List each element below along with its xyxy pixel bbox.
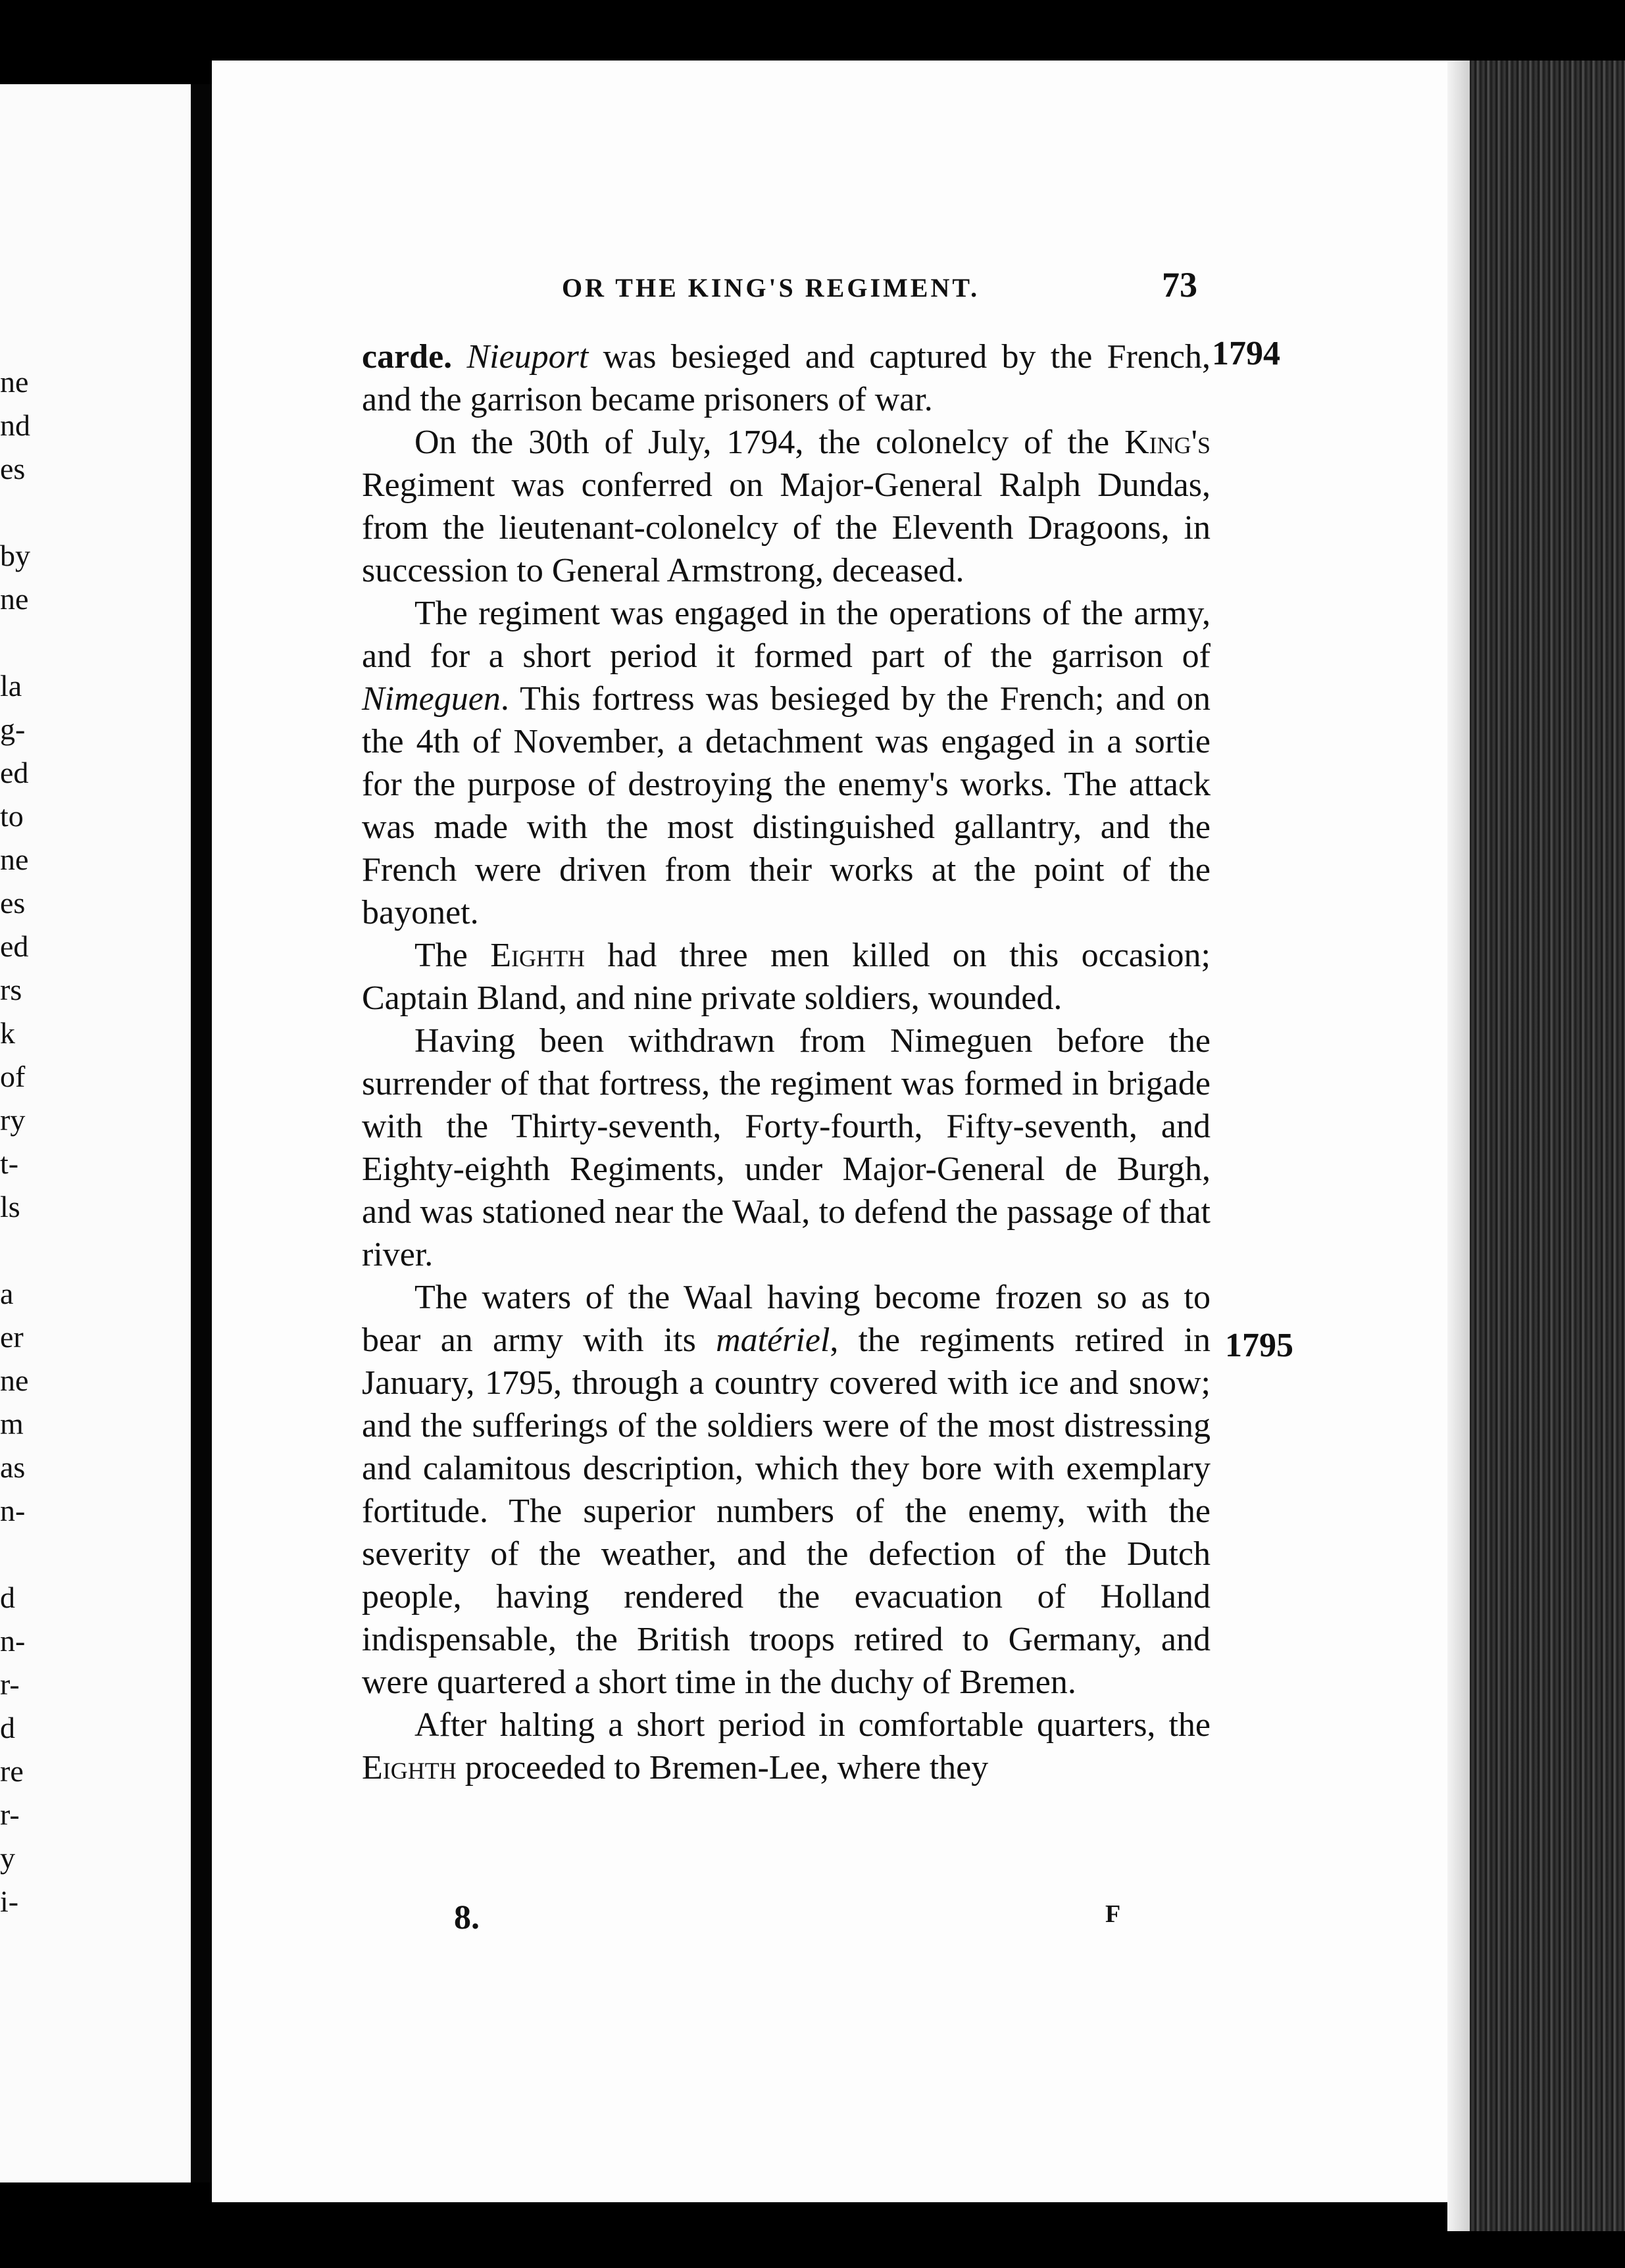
paragraph xyxy=(362,1704,1211,1789)
left-fragment: es xyxy=(0,886,26,920)
paragraph-text: Regiment was conferred on Major-General Ralph Dundas, from the lieutenant-colonelcy of the Eleventh Dragoons, in succession to General Armstrong, deceased. xyxy=(362,466,1211,589)
left-fragment: ed xyxy=(0,756,29,789)
left-fragment: es xyxy=(0,452,26,485)
left-fragment: n- xyxy=(0,1494,26,1527)
running-head xyxy=(362,265,1211,314)
paragraph-text: After halting a short period in comfortable quarters, the xyxy=(414,1706,1211,1744)
paragraph-text: matériel xyxy=(716,1321,830,1359)
paragraph-text: Eighth xyxy=(362,1749,457,1787)
left-fragment: ls xyxy=(0,1190,20,1223)
left-fragment: by xyxy=(0,539,30,572)
paragraph-text: had three men killed on this occasion; Captain Bland, and nine private soldiers, wounded. xyxy=(362,937,1211,1017)
left-fragment: m xyxy=(0,1407,24,1441)
paragraph-text: Nimeguen xyxy=(362,680,501,718)
left-fragment: er xyxy=(0,1320,24,1354)
left-fragment: ne xyxy=(0,365,29,399)
left-fragment: r- xyxy=(0,1798,20,1831)
margin-year-1794: 1794 xyxy=(1212,335,1280,372)
left-fragment: ne xyxy=(0,1364,29,1397)
paragraph-text: Eighth xyxy=(490,937,585,974)
paragraph-text: Nieuport xyxy=(466,338,589,376)
left-fragment: ne xyxy=(0,582,29,616)
page-edge-shadow xyxy=(1447,61,1470,2231)
left-fragment: ed xyxy=(0,929,29,963)
left-fragment: of xyxy=(0,1060,26,1093)
left-fragment: re xyxy=(0,1754,24,1788)
book-page-edges xyxy=(1470,61,1625,2231)
left-page-fragments xyxy=(0,360,39,1923)
left-fragment: as xyxy=(0,1450,26,1484)
paragraph-text: was besieged and captured by the French, and the garrison became prisoners of war. xyxy=(362,338,1211,418)
paragraph-text: On the 30th of July, 1794, the colonelcy of the xyxy=(414,424,1125,461)
left-fragment: r- xyxy=(0,1667,20,1701)
paragraph-text: The waters of the Waal having become frozen so as to bear an army with its xyxy=(362,1279,1211,1359)
left-fragment: i- xyxy=(0,1885,19,1918)
left-fragment: nd xyxy=(0,408,30,442)
left-fragment: d xyxy=(0,1581,15,1614)
left-fragment: d xyxy=(0,1711,15,1744)
left-fragment: to xyxy=(0,799,24,833)
left-fragment xyxy=(0,1229,39,1272)
paragraph-text: , the regiments retired in January, 1795, through a country covered with ice and snow; and the sufferings of the soldiers were of the most distressing and calamitous description, which they bore with exemplary fortitude. The superior numbers of the enemy, with the severity of the weather, and the defection of the Dutch people, having rendered the evacuation of Holland indispensable, the British troops retired to Germany, and were quartered a short time in the duchy of Bremen. xyxy=(362,1321,1211,1701)
paragraph xyxy=(362,1276,1211,1704)
paragraph-text: . This fortress was besieged by the French; and on the 4th of November, a detachment was engaged in a sortie for the purpose of destroying the enemy's works. The attack was made with the most distinguished gallantry, and the French were driven from their works at the point of the bayonet. xyxy=(362,680,1211,931)
paragraph-text: The regiment was engaged in the operations of the army, and for a short period it formed part of the garrison of xyxy=(362,595,1211,675)
left-fragment: n- xyxy=(0,1624,26,1658)
left-fragment: rs xyxy=(0,973,22,1006)
signature-mark: 8. xyxy=(454,1899,480,1936)
left-fragment xyxy=(0,491,39,534)
margin-year-1795: 1795 xyxy=(1225,1327,1293,1364)
paragraph-text: carde. xyxy=(362,338,467,376)
left-fragment: y xyxy=(0,1841,15,1875)
left-fragment: t- xyxy=(0,1146,19,1180)
paragraph-text: The xyxy=(414,937,491,974)
left-fragment xyxy=(0,1533,39,1576)
paragraph xyxy=(362,335,1211,421)
paragraph-text: proceeded to Bremen-Lee, where they xyxy=(456,1749,989,1787)
page-number: 73 xyxy=(1162,265,1197,305)
paragraph xyxy=(362,1020,1211,1276)
left-fragment: g- xyxy=(0,712,26,746)
paragraph xyxy=(362,421,1211,592)
paragraph-text: Having been withdrawn from Nimeguen before the surrender of that fortress, the regiment was formed in brigade with the Thirty-seventh, Forty-fourth, Fifty-seventh, and Eighty-eighth Regiments, under Major-General de Burgh, and was stationed near the Waal, to defend the passage of that river. xyxy=(362,1022,1211,1273)
paragraph xyxy=(362,592,1211,934)
left-fragment: ne xyxy=(0,843,29,876)
left-fragment: ry xyxy=(0,1103,26,1137)
left-fragment xyxy=(0,621,39,664)
left-fragment: la xyxy=(0,669,22,703)
book-gutter xyxy=(191,84,212,2182)
left-fragment: a xyxy=(0,1277,14,1310)
body-text xyxy=(362,335,1211,1789)
running-title: OR THE KING'S REGIMENT. xyxy=(562,273,980,303)
left-fragment: k xyxy=(0,1016,15,1050)
gathering-letter: F xyxy=(1105,1900,1121,1928)
paragraph xyxy=(362,934,1211,1020)
paragraph-text: King's xyxy=(1124,424,1211,461)
